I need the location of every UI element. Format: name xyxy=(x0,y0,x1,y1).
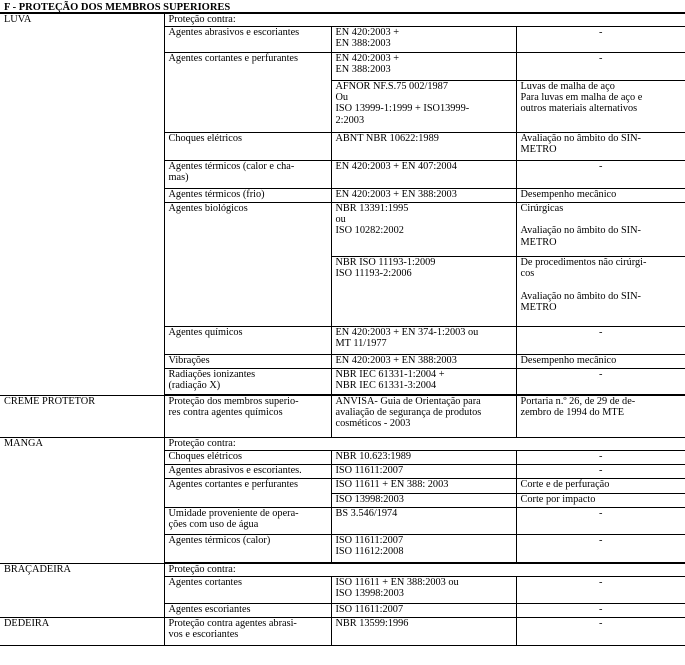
norm-cell: ISO 11611 + EN 388:2003 ou ISO 13998:2003 xyxy=(331,577,516,604)
note-cell: - xyxy=(516,577,685,604)
norm-cell: EN 420:2003 + EN 407:2004 xyxy=(331,161,516,189)
agent-cell: Proteção dos membros superio- res contra agentes químicos xyxy=(164,396,331,438)
norm-cell: NBR ISO 11193-1:2009 ISO 11193-2:2006 xyxy=(331,257,516,327)
note-cell: - xyxy=(516,535,685,563)
norm-cell: NBR 13391:1995 ou ISO 10282:2002 xyxy=(331,203,516,257)
note-cell: Cirúrgicas Avaliação no âmbito do SIN- METRO xyxy=(516,203,685,257)
category-manga: MANGA xyxy=(0,438,164,564)
norm-cell: NBR 13599:1996 xyxy=(331,618,516,646)
norm-cell: ANVISA- Guia de Orientação para avaliação de segurança de produtos cosméticos - 2003 xyxy=(331,396,516,438)
epi-table xyxy=(0,13,685,646)
note-cell: - xyxy=(516,604,685,618)
agent-cell: Agentes escoriantes xyxy=(164,604,331,618)
table-row xyxy=(0,564,685,577)
agent-cell: Proteção contra agentes abrasi- vos e escoriantes xyxy=(164,618,331,646)
protection-header: Proteção contra: xyxy=(164,438,685,451)
norm-cell: ISO 11611:2007 xyxy=(331,604,516,618)
norm-cell: NBR IEC 61331-1:2004 + NBR IEC 61331-3:2004 xyxy=(331,369,516,395)
note-cell: - xyxy=(516,618,685,646)
norm-cell: AFNOR NF.S.75 002/1987 Ou ISO 13999-1:1999 + ISO13999- 2:2003 xyxy=(331,81,516,133)
note-cell: - xyxy=(516,465,685,479)
category-luva: LUVA xyxy=(0,14,164,396)
norm-cell: EN 420:2003 + EN 388:2003 xyxy=(331,355,516,369)
protection-header: Proteção contra: xyxy=(164,564,685,577)
norm-cell: ISO 11611:2007 ISO 11612:2008 xyxy=(331,535,516,563)
agent-cell: Agentes cortantes xyxy=(164,577,331,604)
agent-cell: Agentes térmicos (calor e cha- mas) xyxy=(164,161,331,189)
norm-cell: EN 420:2003 + EN 374-1:2003 ou MT 11/1977 xyxy=(331,327,516,355)
agent-cell: Choques elétricos xyxy=(164,133,331,161)
norm-cell: ABNT NBR 10622:1989 xyxy=(331,133,516,161)
agent-cell: Agentes cortantes e perfurantes xyxy=(164,479,331,508)
norm-cell: BS 3.546/1974 xyxy=(331,508,516,535)
note-cell: - xyxy=(516,508,685,535)
agent-cell: Agentes cortantes e perfurantes xyxy=(164,53,331,133)
agent-cell: Umidade proveniente de opera- ções com uso de água xyxy=(164,508,331,535)
norm-cell: EN 420:2003 + EN 388:2003 xyxy=(331,53,516,81)
agent-cell: Radiações ionizantes (radiação X) xyxy=(164,369,331,395)
norm-cell: ISO 11611 + EN 388: 2003 xyxy=(331,479,516,494)
agent-cell: Choques elétricos xyxy=(164,451,331,465)
agent-cell: Agentes biológicos xyxy=(164,203,331,327)
norm-cell: ISO 13998:2003 xyxy=(331,494,516,508)
agent-cell: Agentes térmicos (frio) xyxy=(164,189,331,203)
note-cell: - xyxy=(516,27,685,53)
note-cell: De procedimentos não cirúrgi- cos Avaliação no âmbito do SIN- METRO xyxy=(516,257,685,327)
table-row xyxy=(0,618,685,646)
note-cell: - xyxy=(516,451,685,465)
agent-cell: Agentes térmicos (calor) xyxy=(164,535,331,563)
note-cell: Corte por impacto xyxy=(516,494,685,508)
table-row xyxy=(0,396,685,438)
category-bracadeira: BRAÇADEIRA xyxy=(0,564,164,618)
agent-cell: Agentes abrasivos e escoriantes xyxy=(164,27,331,53)
category-creme-protetor: CREME PROTETOR xyxy=(0,396,164,438)
norm-cell: ISO 11611:2007 xyxy=(331,465,516,479)
note-cell: Desempenho mecânico xyxy=(516,189,685,203)
note-cell: - xyxy=(516,53,685,81)
agent-cell: Vibrações xyxy=(164,355,331,369)
norm-cell: EN 420:2003 + EN 388:2003 xyxy=(331,27,516,53)
table-row xyxy=(0,14,685,27)
note-cell: Avaliação no âmbito do SIN- METRO xyxy=(516,133,685,161)
note-cell: - xyxy=(516,369,685,395)
section-title: F - PROTEÇÃO DOS MEMBROS SUPERIORES xyxy=(0,0,685,13)
agent-cell: Agentes químicos xyxy=(164,327,331,355)
note-cell: Corte e de perfuração xyxy=(516,479,685,494)
note-cell: Luvas de malha de aço Para luvas em malha de aço e outros materiais alternativos xyxy=(516,81,685,133)
note-cell: - xyxy=(516,161,685,189)
protection-header: Proteção contra: xyxy=(164,14,685,27)
norm-cell: NBR 10.623:1989 xyxy=(331,451,516,465)
norm-cell: EN 420:2003 + EN 388:2003 xyxy=(331,189,516,203)
note-cell: - xyxy=(516,327,685,355)
note-cell: Portaria n.º 26, de 29 de de- zembro de 1994 do MTE xyxy=(516,396,685,438)
table-row xyxy=(0,438,685,451)
category-dedeira: DEDEIRA xyxy=(0,618,164,646)
agent-cell: Agentes abrasivos e escoriantes. xyxy=(164,465,331,479)
note-cell: Desempenho mecânico xyxy=(516,355,685,369)
